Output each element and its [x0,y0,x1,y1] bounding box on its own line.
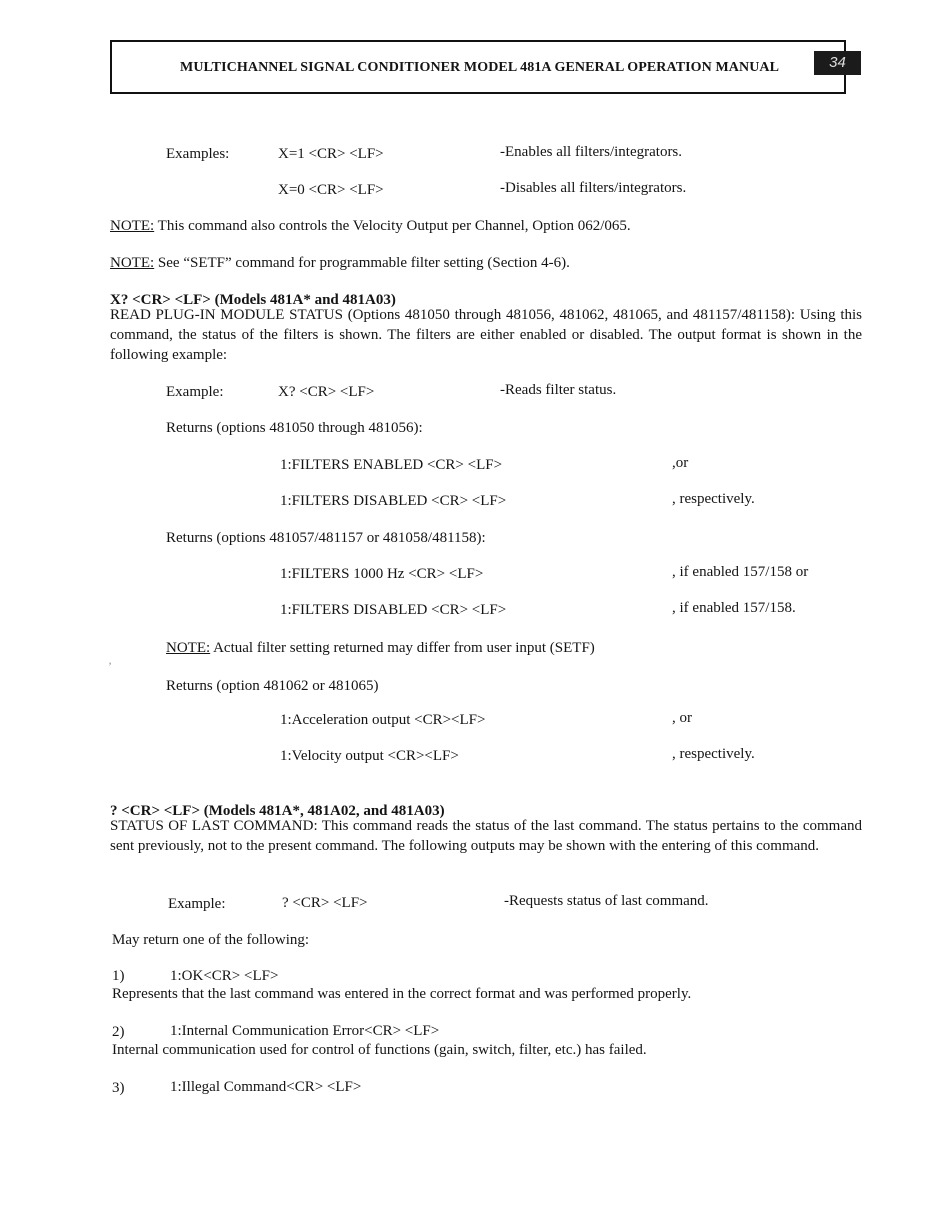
list-item-number: 3) [112,1080,125,1096]
example-command: ? <CR> <LF> [282,895,368,911]
page-number-badge: 34 [814,51,861,75]
examples-label: Examples: [166,146,230,162]
list-item-code: 1:Illegal Command<CR> <LF> [170,1079,362,1095]
example-label: Example: [168,896,226,912]
list-item-code: 1:OK<CR> <LF> [170,968,279,984]
may-return-label: May return one of the following: [112,932,310,948]
note-label: NOTE: [166,640,211,656]
section-body-status: STATUS OF LAST COMMAND: This command reads the status of the last command. The status pertains to the command sent previously, not to the present command. The following outputs may be shown with the entering of this command. [110,818,862,854]
example-description: -Requests status of last command. [504,893,709,909]
example-description: -Enables all filters/integrators. [500,144,683,160]
note-velocity-output [110,216,631,236]
example-description: -Disables all filters/integrators. [500,180,687,196]
return-value: 1:FILTERS DISABLED <CR> <LF> [280,602,507,618]
list-item-description: Internal communication used for control of functions (gain, switch, filter, etc.) has failed. [112,1042,647,1058]
section-heading-status: ? <CR> <LF> (Models 481A*, 481A02, and 481A03) [110,803,445,819]
return-suffix: , respectively. [672,491,755,507]
example-label: Example: [166,384,224,400]
note-label: NOTE: [110,255,155,271]
note-text: This command also controls the Velocity Output per Channel, Option 062/065. [154,218,631,234]
return-suffix: , if enabled 157/158 or [672,564,809,580]
return-value: 1:Velocity output <CR><LF> [280,748,459,764]
return-suffix: ,or [672,455,689,471]
note-label: NOTE: [110,218,155,234]
list-item-description: Represents that the last command was entered in the correct format and was performed properly. [112,986,692,1002]
example-command: X=0 <CR> <LF> [278,182,384,198]
section-heading-x-query: X? <CR> <LF> (Models 481A* and 481A03) [110,292,396,308]
returns-label: Returns (option 481062 or 481065) [166,678,379,694]
manual-title: MULTICHANNEL SIGNAL CONDITIONER MODEL 481A GENERAL OPERATION MANUAL [180,60,780,75]
return-suffix: , respectively. [672,746,755,762]
scan-speck: ’ [108,659,112,673]
example-command: X? <CR> <LF> [278,384,375,400]
return-value: 1:FILTERS 1000 Hz <CR> <LF> [280,566,484,582]
return-value: 1:Acceleration output <CR><LF> [280,712,486,728]
note-filter-setting [166,638,595,658]
note-text: See “SETF” command for programmable filter setting (Section 4-6). [154,255,570,271]
list-item-number: 2) [112,1024,125,1040]
note-text: Actual filter setting returned may differ from user input (SETF) [210,640,595,656]
note-setf [110,253,570,273]
return-suffix: , if enabled 157/158. [672,600,796,616]
list-item-number: 1) [112,968,125,984]
returns-label: Returns (options 481050 through 481056): [166,420,423,436]
return-value: 1:FILTERS ENABLED <CR> <LF> [280,457,503,473]
section-body-x-query: READ PLUG-IN MODULE STATUS (Options 481050 through 481056, 481062, 481065, and 481157/481158): Using this command, the status of the filters is shown. The filters are either enabled or disabled. The output format is shown in the following example: [110,307,862,363]
list-item-code: 1:Internal Communication Error<CR> <LF> [170,1023,440,1039]
return-suffix: , or [672,710,692,726]
example-command: X=1 <CR> <LF> [278,146,384,162]
returns-label: Returns (options 481057/481157 or 481058/481158): [166,530,486,546]
return-value: 1:FILTERS DISABLED <CR> <LF> [280,493,507,509]
example-description: -Reads filter status. [500,382,617,398]
